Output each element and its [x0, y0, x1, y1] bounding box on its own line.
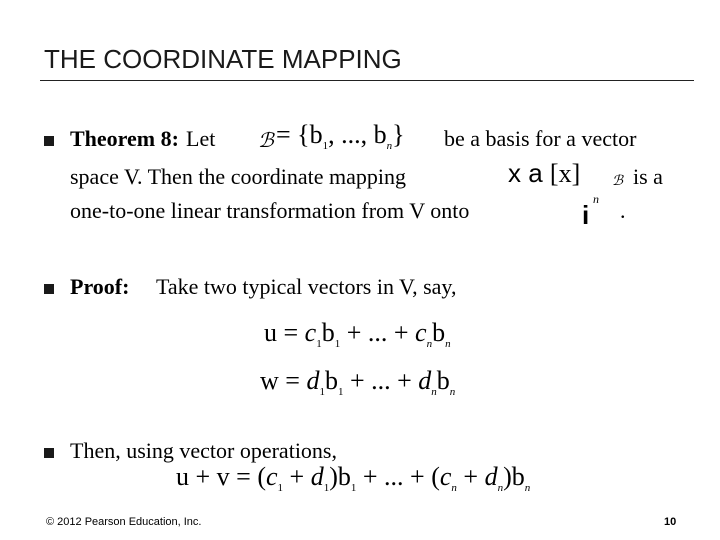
bullet-theorem — [44, 136, 54, 146]
theorem-line3: one-to-one linear transformation from V onto — [70, 198, 470, 223]
theorem-after-set: be a basis for a vector — [444, 126, 637, 151]
mapping-expression: x a [x] — [508, 158, 581, 188]
bullet-proof — [44, 284, 54, 294]
theorem-end-period: . — [620, 198, 626, 223]
equation-sum: $u + v = (c_1 + d_1)b_1$ + ... + $(c_n + d_n)b_n$ — [176, 462, 531, 494]
theorem-label: Theorem 8: — [70, 126, 179, 151]
title-divider — [40, 80, 694, 81]
slide-title: THE COORDINATE MAPPING — [44, 44, 402, 74]
mapping-subscript-b: ℬ — [612, 172, 624, 188]
equation-w: $w = d_1b_1$ + ... + $d_nb_n$ — [260, 366, 456, 398]
proof-text: Take two typical vectors in V, say, — [156, 274, 457, 299]
onto-space-symbol: i — [582, 200, 590, 230]
onto-space-superscript: n — [593, 192, 599, 206]
proof-label: Proof: — [70, 274, 130, 299]
bullet-then — [44, 448, 54, 458]
theorem-let: Let — [186, 126, 216, 151]
page-number: 10 — [664, 516, 677, 528]
script-b-symbol: ℬ — [258, 130, 274, 152]
footer-copyright: © 2012 Pearson Education, Inc. — [46, 516, 202, 528]
basis-set: = {$b_1$, ..., $b_n$} — [276, 120, 405, 152]
equation-u: $u = c_1b_1$ + ... + $c_nb_n$ — [264, 318, 451, 350]
theorem-line2: space V. Then the coordinate mapping — [70, 164, 407, 189]
then-text: Then, using vector operations, — [70, 438, 337, 463]
theorem-is-a: is a — [633, 164, 663, 189]
